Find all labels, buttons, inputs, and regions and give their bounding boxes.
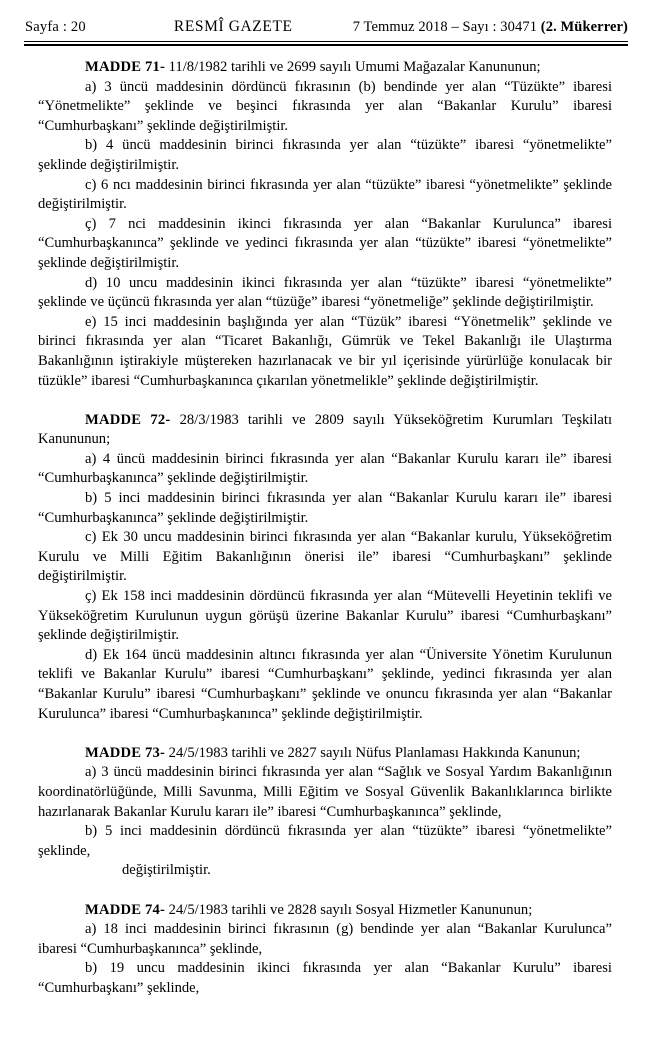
paragraph-spacer xyxy=(38,391,612,411)
article-heading xyxy=(38,901,612,921)
article-clause: ç) Ek 158 inci maddesinin dördüncü fıkrasında yer alan “Mütevelli Heyetinin teklifi ve Yükseköğretim Kurulunun uygun görüşü üzerine Bakanlar Kurulu” ibaresi “Cumhurbaşkanı” şeklinde değiştirilmiştir. xyxy=(38,588,612,644)
article-label: MADDE 72- xyxy=(85,411,171,428)
page-number-label: Sayfa : 20 xyxy=(25,19,86,35)
article-heading xyxy=(38,58,612,78)
article-clause: b) 5 inci maddesinin dördüncü fıkrasında yer alan “tüzükte” ibaresi “yönetmelikte” şeklinde, xyxy=(38,823,612,859)
article-label: MADDE 74- xyxy=(85,901,166,918)
article-intro: 24/5/1983 tarihli ve 2828 sayılı Sosyal Hizmetler Kanununun; xyxy=(165,901,533,918)
article-closing: değiştirilmiştir. xyxy=(122,862,211,879)
supplement-label: (2. Mükerrer) xyxy=(540,19,628,35)
article-clause: a) 3 üncü maddesinin birinci fıkrasında yer alan “Sağlık ve Sosyal Yardım Bakanlığının koordinatörlüğünde, Milli Savunma, Milli Eğitim ve Sosyal Güvenlik Bakanlıklarınca birlikte hazırlanarak Bakanlar Kurulu kararı ile” ibaresi “Cumhurbaşkanınca” şeklinde, xyxy=(38,764,612,820)
article-clause: a) 18 inci maddesinin birinci fıkrasının (g) bendinde yer alan “Bakanlar Kurulunca” ibaresi “Cumhurbaşkanınca” şeklinde, xyxy=(38,921,612,957)
article-clause: c) Ek 30 uncu maddesinin birinci fıkrasında yer alan “Bakanlar kurulu, Yükseköğretim Kurulu ve Milli Eğitim Bakanlığının önerisi ile” ibaresi “Cumhurbaşkanı” şeklinde değiştirilmiştir. xyxy=(38,529,612,585)
issue-date-number: 7 Temmuz 2018 – Sayı : 30471 xyxy=(352,19,538,35)
article-heading xyxy=(38,744,612,764)
article-clause: ç) 7 nci maddesinin ikinci fıkrasında yer alan “Bakanlar Kurulunca” ibaresi “Cumhurbaşkanınca” şeklinde ve yedinci fıkrasında yer alan “tüzükte” ibaresi “yönetmelikte” şeklinde değiştirilmiştir. xyxy=(38,215,612,271)
header-rule-thick xyxy=(24,44,628,46)
article-clause: e) 15 inci maddesinin başlığında yer alan “Tüzük” ibaresi “Yönetmelik” şeklinde ve birinci fıkrasında yer alan “Ticaret Bakanlığı, Gümrük ve Tekel Bakanlığı ile Ulaştırma Bakanlığının iştirakiyle müştereken hazırlanacak ve bir yıl içerisinde yürürlüğe konulacak bir tüzükle” ibaresi “Cumhurbaşkanınca çıkarılan yönetmelikle” şeklinde değiştirilmiştir. xyxy=(38,313,612,389)
page-header xyxy=(25,18,628,40)
article-intro: 28/3/1983 tarihli ve 2809 sayılı Yükseköğretim Kurumları Teşkilatı Kanununun; xyxy=(38,411,612,448)
article-intro: 11/8/1982 tarihli ve 2699 sayılı Umumi Mağazalar Kanununun; xyxy=(165,59,541,75)
article-intro: 24/5/1983 tarihli ve 2827 sayılı Nüfus Planlaması Hakkında Kanunun; xyxy=(165,744,581,761)
article-clause: c) 6 ncı maddesinin birinci fıkrasında yer alan “tüzükte” ibaresi “yönetmelikte” şeklinde değiştirilmiştir. xyxy=(38,176,612,213)
issue-info xyxy=(353,19,628,36)
article-heading xyxy=(38,411,612,450)
article-clause: a) 4 üncü maddesinin birinci fıkrasında yer alan “Bakanlar Kurulu kararı ile” ibaresi “Cumhurbaşkanınca” şeklinde değiştirilmiştir. xyxy=(38,450,612,487)
paragraph-spacer xyxy=(38,881,612,901)
article-clause: b) 4 üncü maddesinin birinci fıkrasında yer alan “tüzükte” ibaresi “yönetmelikte” şeklinde değiştirilmiştir. xyxy=(38,137,612,173)
article-clause: d) Ek 164 üncü maddesinin altıncı fıkrasında yer alan “Üniversite Yönetim Kurulunun teklifi ve Bakanlar Kurulu” ibaresi “Cumhurbaşkanı” şeklinde, yedinci fıkrasında yer alan “Bakanlar Kurulu” ibaresi “Cumhurbaşkanı” şeklinde ve onuncu fıkrasında yer alan “Bakanlar Kurulunca” ibaresi “Cumhurbaşkanınca” şeklinde değiştirilmiştir. xyxy=(38,646,612,722)
article-clause: b) 5 inci maddesinin birinci fıkrasında yer alan “Bakanlar Kurulu kararı ile” ibaresi “Cumhurbaşkanınca” şeklinde değiştirilmiştir. xyxy=(38,490,612,526)
document-body xyxy=(38,58,612,999)
header-divider xyxy=(24,41,628,46)
paragraph-spacer xyxy=(38,724,612,744)
article-label: MADDE 73- xyxy=(85,744,166,761)
article-clause: a) 3 üncü maddesinin dördüncü fıkrasının (b) bendinde yer alan “Tüzükte” ibaresi “Yönetmelikte” şeklinde ve beşinci fıkrasında yer alan “Bakanlar Kurulu” ibaresi “Cumhurbaşkanı” şeklinde değiştirilmiştir. xyxy=(38,78,612,134)
article-clause: d) 10 uncu maddesinin ikinci fıkrasında yer alan “tüzükte” ibaresi “yönetmelikte” şeklinde ve üçüncü fıkrasında yer alan “tüzüğe” ibaresi “yönetmeliğe” şeklinde değiştirilmiştir. xyxy=(38,274,612,311)
article-label: MADDE 71- xyxy=(85,59,166,75)
article-clause: b) 19 uncu maddesinin ikinci fıkrasında yer alan “Bakanlar Kurulu” ibaresi “Cumhurbaşkanı” şeklinde, xyxy=(38,960,612,996)
publication-title: RESMÎ GAZETE xyxy=(173,18,293,35)
